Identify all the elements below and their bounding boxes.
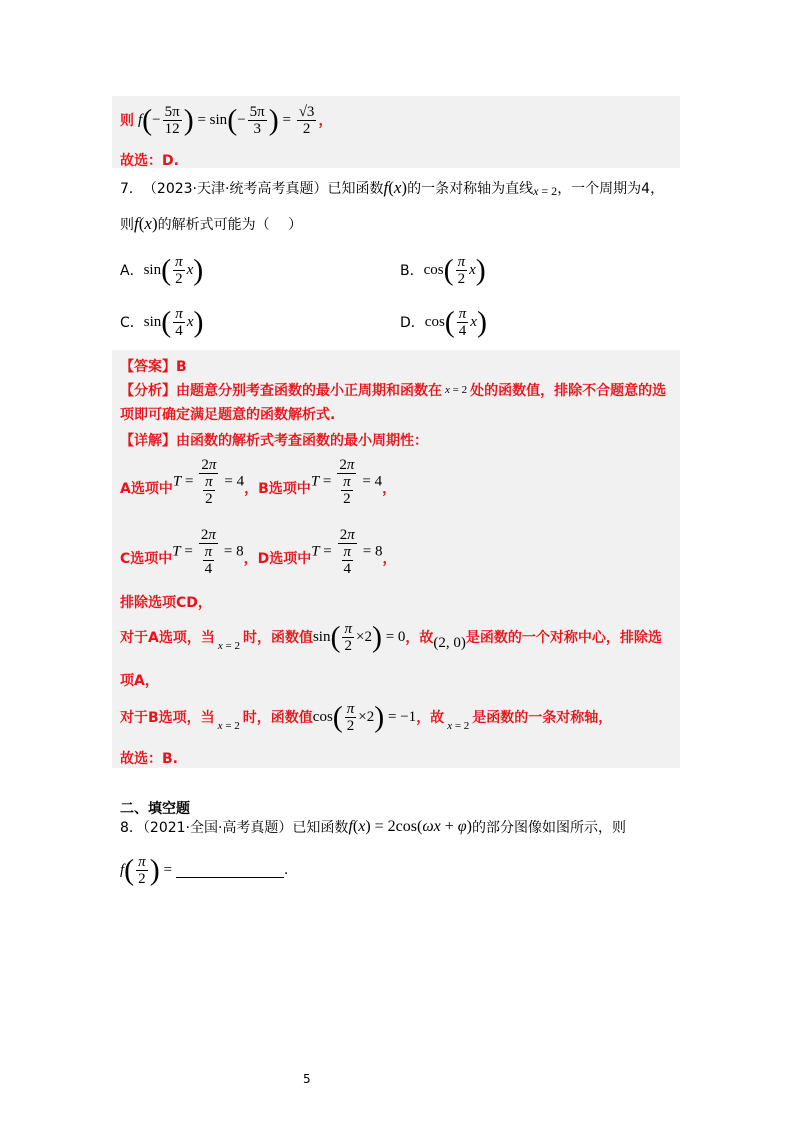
q7-stem-line2	[120, 212, 302, 236]
q7-stem-line2-a: 则	[120, 217, 134, 233]
final-answer: 故选：B.	[120, 751, 178, 767]
previous-solution-line1	[120, 100, 332, 140]
analysis-a: 【分析】由题意分别考查函数的最小正周期和函数在	[120, 383, 442, 399]
period: .	[283, 862, 289, 878]
previous-answer-choice: 故选：D.	[120, 153, 179, 169]
b-check-1: 对于B选项，当	[120, 710, 215, 726]
a-check-2: 时，函数值	[242, 630, 313, 646]
formula-x-eq-2: x = 2	[533, 183, 558, 198]
formula-fx: f(x)	[383, 178, 408, 197]
q7-number: 7．	[120, 181, 143, 197]
b-check-3: ，故	[416, 710, 445, 726]
formula-point-2-0: (2, 0)	[433, 634, 466, 651]
answer-label: 【答案】B	[120, 359, 187, 375]
q7-stem-b: 的一条对称轴为直线	[407, 181, 534, 197]
formula-cos-value: cos( $\frac{\pi}{2}$ ×2) = −1	[312, 700, 417, 734]
formula-f-def: f(x) = 2cos(ωx + φ)	[348, 818, 472, 835]
q7-stem-line2-b: 的解析式可能为（ ）	[157, 217, 303, 233]
option-b-formula: cos( $\frac{\pi}{2}$ x)	[423, 253, 486, 287]
analysis-b: 处的函数值，排除不合题意的选	[470, 383, 667, 399]
formula-fx: f(x)	[134, 214, 158, 233]
comma: ，	[382, 481, 397, 497]
a-option-text: A选项中	[120, 481, 173, 497]
exclude-line: 排除选项CD，	[120, 595, 212, 611]
formula-f-pi-2: f( $\frac{\pi}{2}$ ) =	[120, 853, 172, 887]
d-option-text: ，D选项中	[243, 551, 312, 567]
q8-stem-line2	[120, 848, 288, 892]
option-d[interactable]	[400, 302, 487, 342]
formula-period-d: T = $\frac{2\pi}{\frac{\pi}{4}}$ = 8	[311, 527, 383, 577]
q7-stem-line1	[120, 176, 664, 200]
answer-blank[interactable]	[176, 863, 284, 878]
q7-stem-c: ，一个周期为4，	[557, 181, 665, 197]
analysis-line1	[120, 380, 666, 400]
option-c-formula: sin( $\frac{\pi}{4}$ x)	[143, 305, 204, 339]
formula-x-eq-2: x = 2	[447, 720, 470, 732]
detail-line: 【详解】由函数的解析式考查函数的最小周期性：	[120, 433, 428, 449]
option-d-label: D．	[400, 315, 425, 331]
option-c[interactable]	[120, 302, 203, 342]
c-option-text: C选项中	[120, 551, 173, 567]
option-d-formula: cos( $\frac{\pi}{4}$ x)	[424, 305, 487, 339]
a-check-line2: 项A，	[120, 673, 159, 689]
comma: ，	[382, 551, 397, 567]
analysis-line2: 项即可确定满足题意的函数解析式.	[120, 407, 336, 423]
formula-period-c: T = $\frac{2\pi}{\frac{\pi}{4}}$ = 8	[172, 527, 244, 577]
formula-x-eq-2: x = 2	[445, 384, 468, 396]
q8-stem-line1	[120, 814, 626, 840]
formula-f-neg-5pi-12: f(− $\frac{5\pi}{12}$ ) = sin(− $\frac{5\pi}{3}$ ) = $\frac{√3}{2}$	[138, 103, 315, 137]
section-title: 二、填空题	[120, 801, 190, 817]
q8-stem-a: 8．（2021·全国·高考真题）已知函数	[120, 820, 349, 836]
period-ab-line	[120, 450, 396, 514]
a-check-3: ，故	[405, 630, 434, 646]
option-c-label: C．	[120, 315, 144, 331]
b-check-line	[120, 694, 612, 740]
b-check-2: 时，函数值	[242, 710, 313, 726]
formula-x-eq-2: x = 2	[217, 640, 240, 652]
comma: ，	[318, 113, 333, 129]
formula-x-eq-2: x = 2	[217, 720, 240, 732]
a-check-4: 是函数的一个对称中心，排除选	[465, 630, 662, 646]
option-b[interactable]	[400, 250, 486, 290]
option-a-formula: sin( $\frac{\pi}{2}$ x)	[143, 253, 204, 287]
formula-sin-value: sin( $\frac{\pi}{2}$ ×2) = 0	[312, 620, 406, 654]
then-label: 则	[120, 113, 134, 129]
formula-period-a: T = $\frac{2\pi}{\frac{\pi}{2}}$ = 4	[172, 457, 245, 507]
b-option-text: ，B选项中	[244, 481, 311, 497]
period-cd-line	[120, 520, 397, 584]
q8-stem-b: 的部分图像如图所示，则	[471, 820, 626, 836]
a-check-1: 对于A选项，当	[120, 630, 215, 646]
option-a[interactable]	[120, 250, 203, 290]
option-b-label: B．	[400, 263, 424, 279]
b-check-4: 是函数的一条对称轴，	[472, 710, 613, 726]
q7-stem-a: （2023·天津·统考高考真题）已知函数	[142, 181, 384, 197]
formula-period-b: T = $\frac{2\pi}{\frac{\pi}{2}}$ = 4	[310, 457, 383, 507]
page-number: 5	[303, 1072, 311, 1086]
option-a-label: A．	[120, 263, 144, 279]
a-check-line	[120, 614, 662, 660]
